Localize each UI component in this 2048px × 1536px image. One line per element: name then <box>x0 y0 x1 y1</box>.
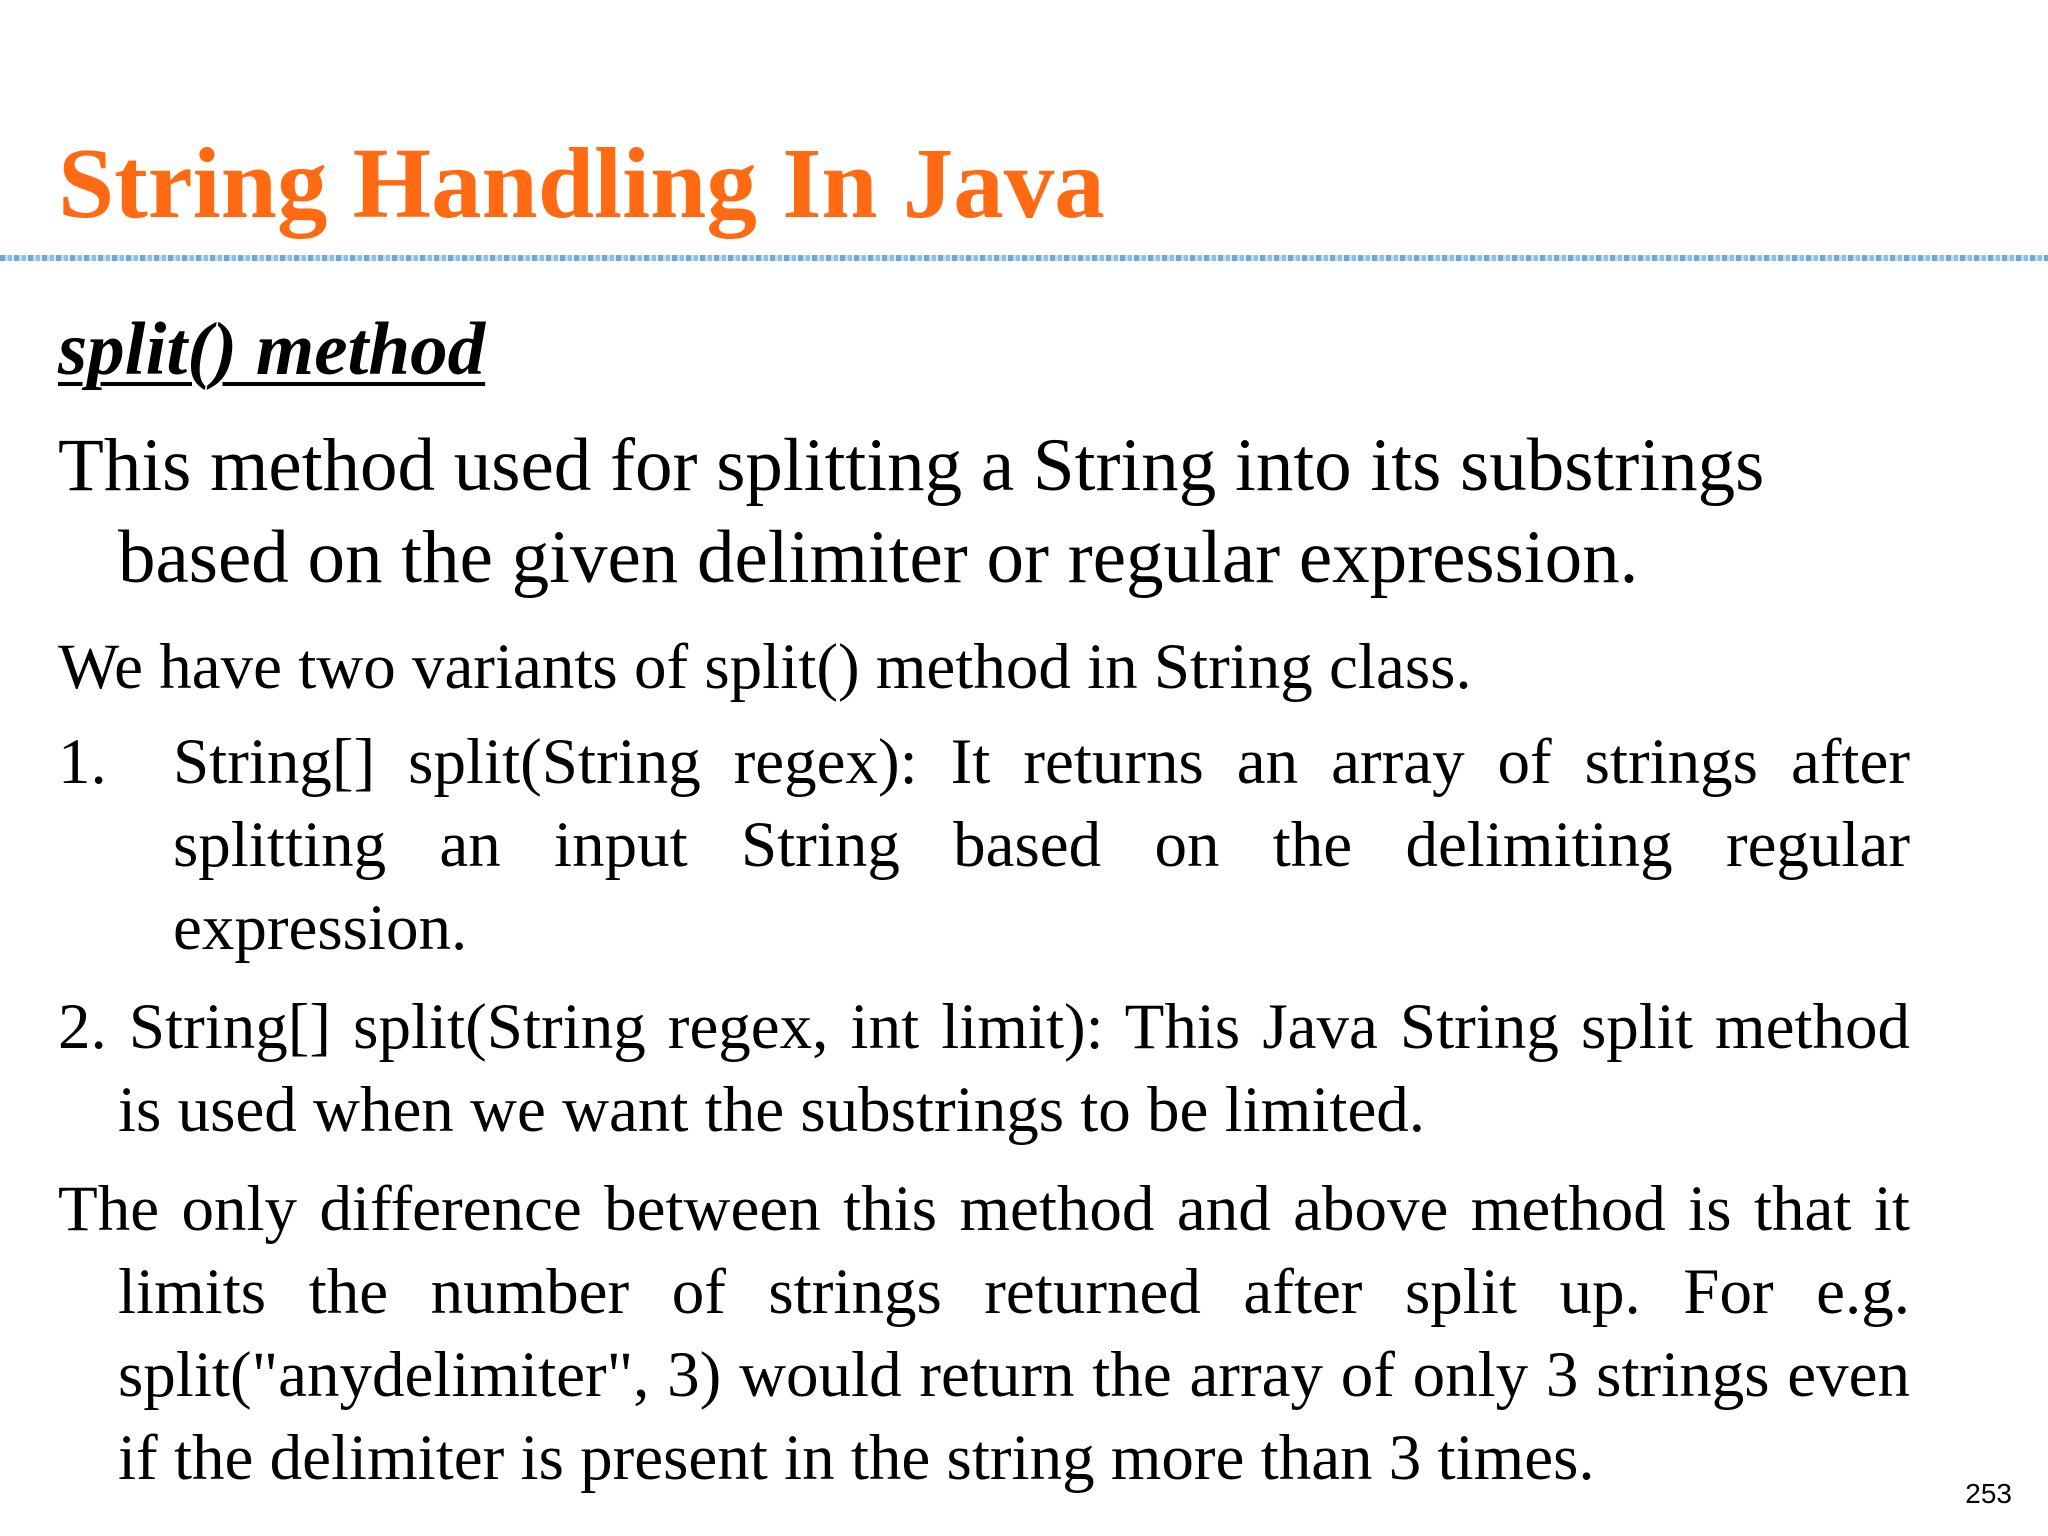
intro-paragraph: This method used for splitting a String into its substrings based on the given delimiter or regular expression. <box>58 424 1765 599</box>
variant-item-2 <box>58 986 1910 1152</box>
section-heading: split() method <box>58 308 486 391</box>
slide-title: String Handling In Java <box>58 127 1105 239</box>
variant-item-1 <box>58 721 1910 970</box>
variant-number-2: 2. <box>58 991 107 1063</box>
variants-intro: We have two variants of split() method in String class. <box>58 631 1472 703</box>
slide-body <box>58 300 1910 1512</box>
title-divider <box>0 255 2048 261</box>
closing-paragraph: The only difference between this method and above method is that it limits the number of strings returned after split up. For e.g. split("anydelimiter", 3) would return the array of only 3 strings even if the delimiter is present in the string more than 3 times. <box>58 1173 1910 1494</box>
variant-text-2: String[] split(String regex, int limit): This Java String split method is used when we want the substrings to be limited. <box>118 991 1911 1146</box>
variant-number-1: 1. <box>58 726 107 798</box>
variant-text-1: String[] split(String regex): It returns an array of strings after splitting an input String based on the delimiting regular expression. <box>173 726 1910 964</box>
page-number: 253 <box>1965 1478 2012 1509</box>
